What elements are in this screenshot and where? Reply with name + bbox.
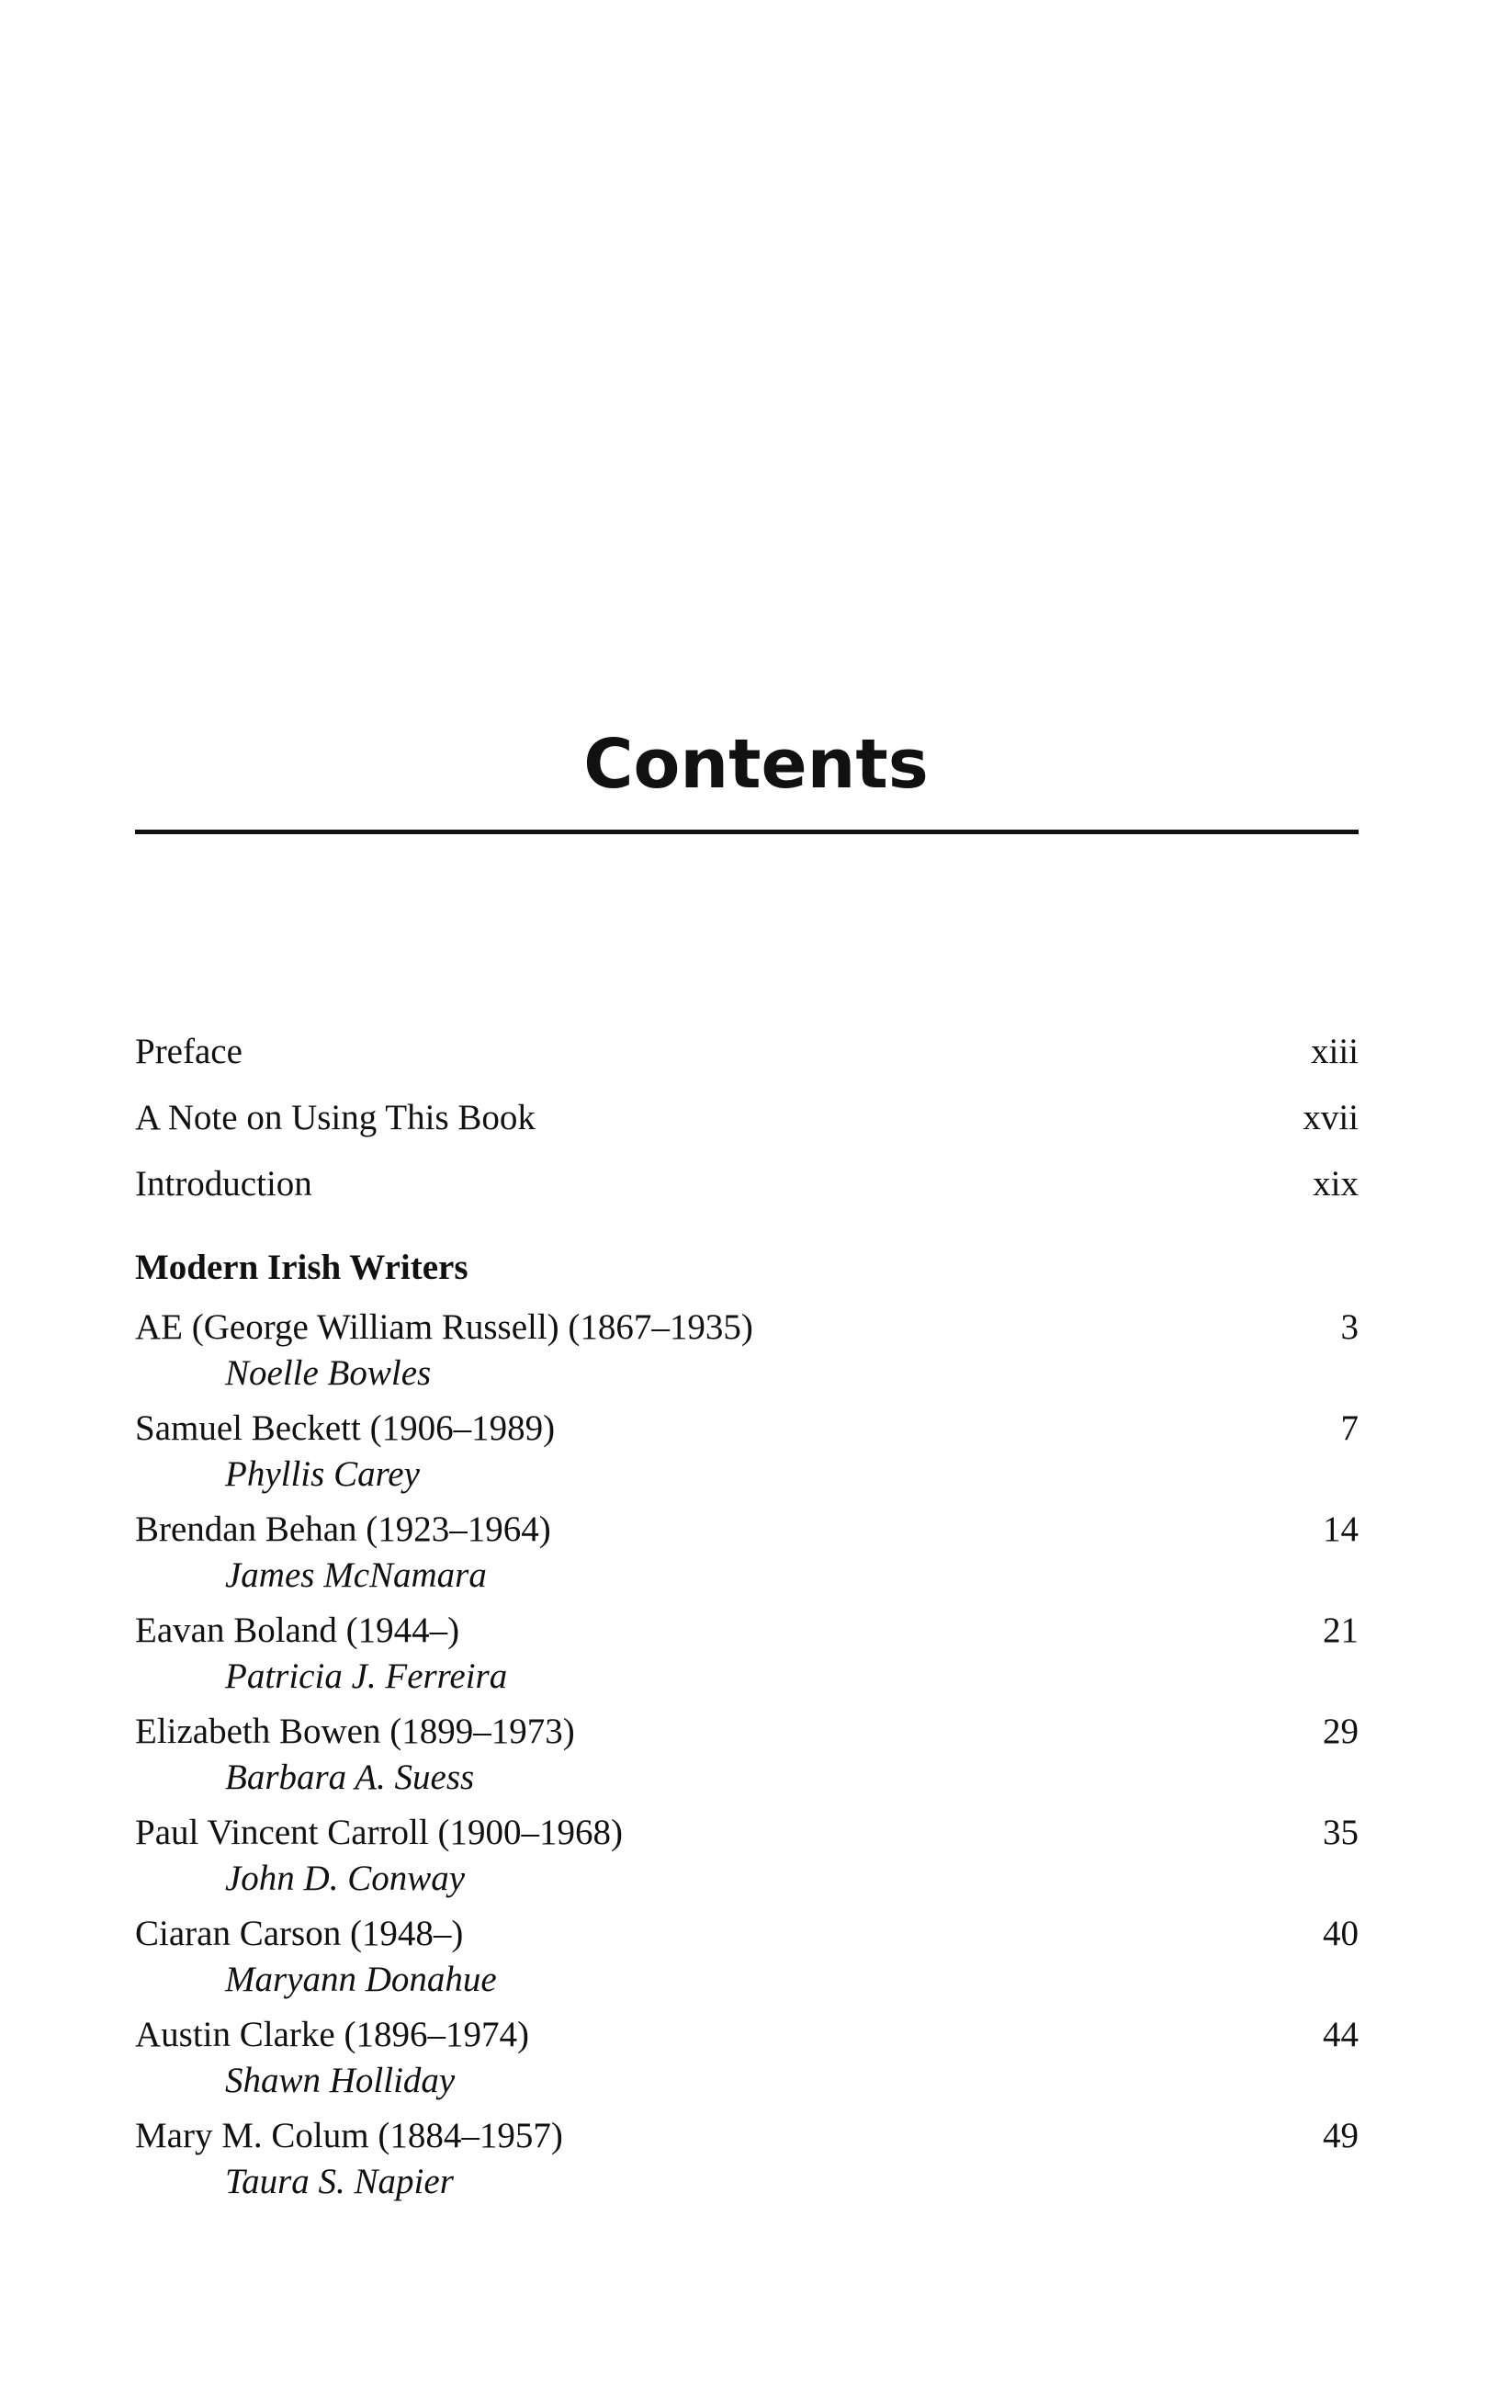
writer-name: Austin Clarke (1896–1974) [135,2015,529,2054]
toc-entry-page: 21 [1323,1611,1359,1650]
toc-entry-page: 49 [1323,2116,1359,2155]
toc-entry[interactable] [135,1405,1359,1506]
toc-entry-page: xix [1313,1164,1359,1204]
toc-entry-page: 40 [1323,1914,1359,1953]
toc-entry-label: Introduction [135,1164,312,1204]
toc-entry-page: 35 [1323,1813,1359,1852]
entry-author: Patricia J. Ferreira [225,1656,508,1696]
writer-name: Paul Vincent Carroll (1900–1968) [135,1813,623,1852]
writer-name: Samuel Beckett (1906–1989) [135,1408,556,1448]
entry-author: Maryann Donahue [225,1960,497,1999]
section-heading: Modern Irish Writers [135,1248,468,1287]
toc-entry[interactable] [135,1607,1359,1708]
entry-author: John D. Conway [225,1859,466,1898]
toc-entry-note[interactable] [135,1089,1359,1155]
toc-entry[interactable] [135,1304,1359,1405]
writer-name: Eavan Boland (1944–) [135,1611,460,1650]
toc-entry-page: 7 [1340,1408,1359,1448]
toc-entry[interactable] [135,2011,1359,2112]
toc-entry[interactable] [135,2112,1359,2213]
toc-entry-preface[interactable] [135,1023,1359,1089]
page-title: Contents [583,725,929,804]
toc-entry-introduction[interactable] [135,1155,1359,1221]
toc-entry-page: xiii [1310,1032,1359,1071]
toc-entry-label: A Note on Using This Book [135,1098,536,1137]
table-of-contents [135,1023,1359,2213]
writer-name: AE (George William Russell) (1867–1935) [135,1307,753,1347]
title-rule [135,830,1359,834]
writer-name: Ciaran Carson (1948–) [135,1914,464,1953]
writer-name: Mary M. Colum (1884–1957) [135,2116,563,2155]
toc-entry[interactable] [135,1708,1359,1809]
toc-entry-label: Preface [135,1032,243,1071]
toc-entry-page: 3 [1340,1307,1359,1347]
toc-entry-page: 14 [1323,1509,1359,1549]
entry-author: Noelle Bowles [225,1353,432,1393]
toc-entry[interactable] [135,1506,1359,1607]
entry-author: Taura S. Napier [225,2162,454,2201]
writer-name: Elizabeth Bowen (1899–1973) [135,1712,575,1751]
entry-author: James McNamara [225,1555,487,1595]
toc-entry-page: 44 [1323,2015,1359,2054]
entry-author: Barbara A. Suess [225,1758,475,1797]
toc-entry[interactable] [135,1809,1359,1910]
entry-author: Phyllis Carey [225,1454,420,1494]
entry-author: Shawn Holliday [225,2061,456,2100]
writer-name: Brendan Behan (1923–1964) [135,1509,551,1549]
toc-entry-page: xvii [1303,1098,1359,1137]
toc-entry[interactable] [135,1910,1359,2011]
toc-entry-page: 29 [1323,1712,1359,1751]
